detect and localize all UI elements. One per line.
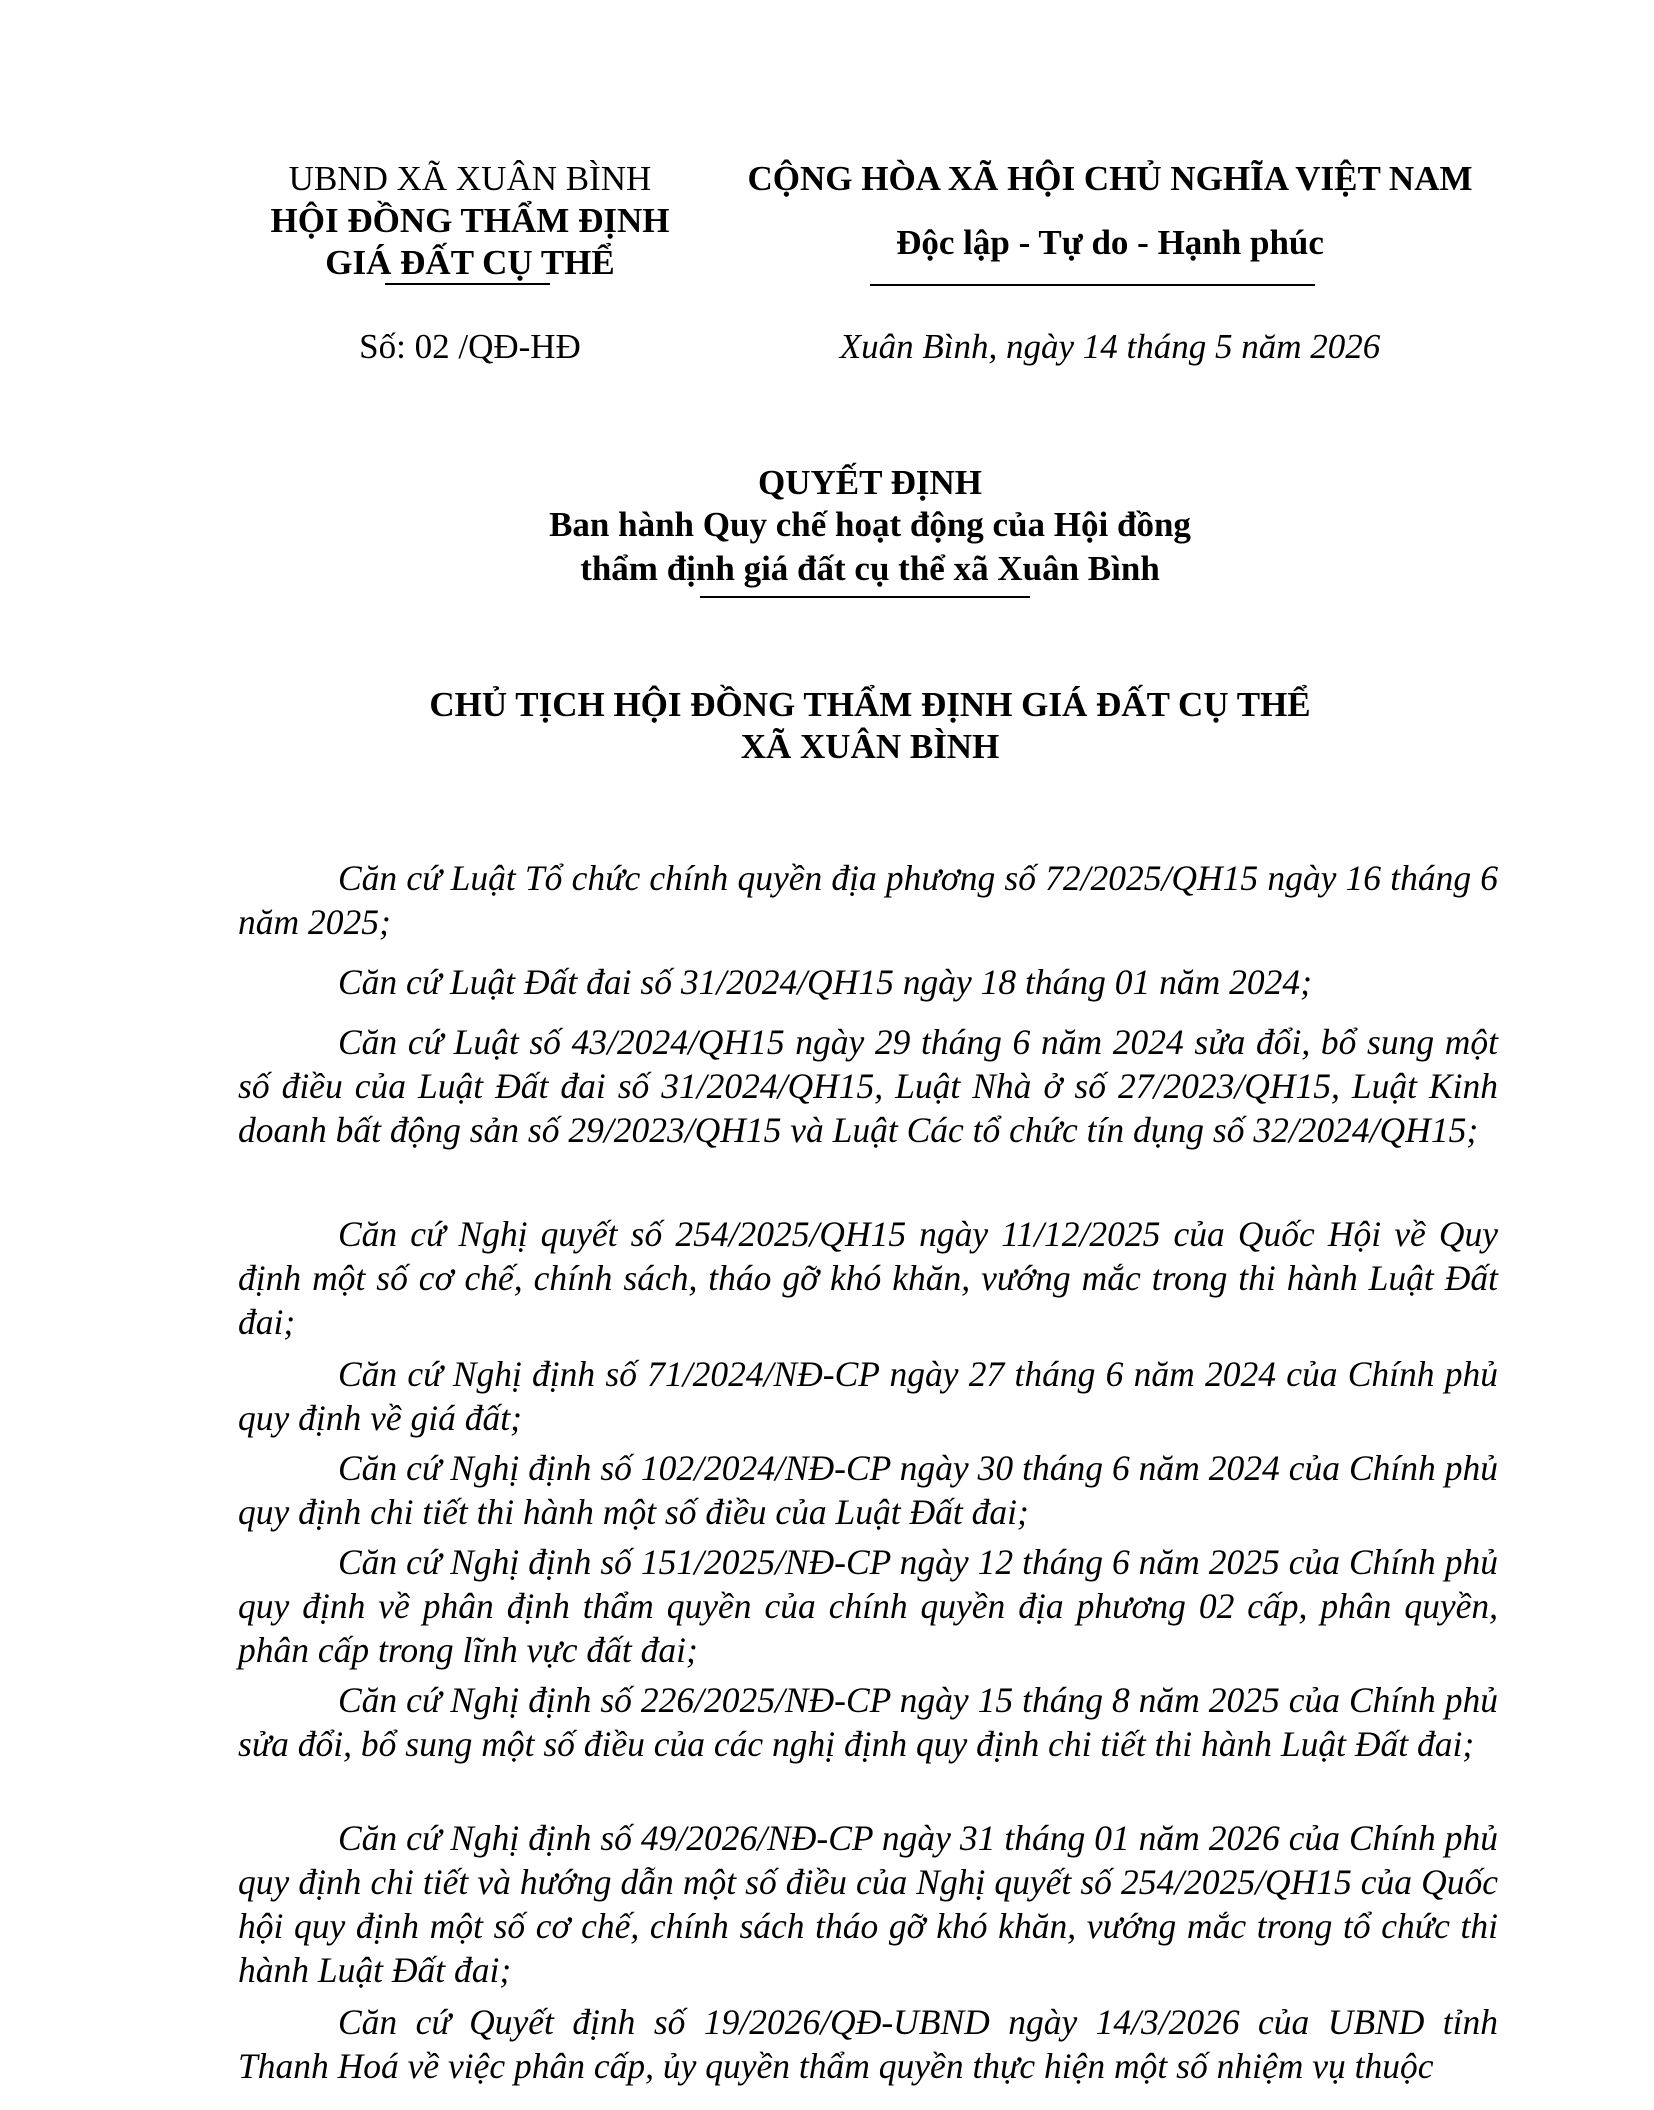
legal-basis-9: Căn cứ Nghị định số 49/2026/NĐ-CP ngày 31 tháng 01 năm 2026 của Chính phủ quy định chi tiết và hướng dẫn một số điều của Nghị quyết số 254/2025/QH15 của Quốc hội quy định một số cơ chế, chính sách tháo gỡ khó khăn, vướng mắc trong tổ chức thi hành Luật Đất đai;	[238, 1818, 1498, 1990]
authority-title-line1: CHỦ TỊCH HỘI ĐỒNG THẨM ĐỊNH GIÁ ĐẤT CỤ THỂ	[429, 685, 1311, 724]
decision-subject-line2: thẩm định giá đất cụ thể xã Xuân Bình	[580, 549, 1160, 588]
authority-underline	[385, 283, 550, 285]
issuing-authority-parent: UBND XÃ XUÂN BÌNH	[288, 159, 652, 198]
legal-basis-3: Căn cứ Luật số 43/2024/QH15 ngày 29 tháng 6 năm 2024 sửa đổi, bổ sung một số điều của Luật Đất đai số 31/2024/QH15, Luật Nhà ở số 27/2023/QH15, Luật Kinh doanh bất động sản số 29/2023/QH15 và Luật Các tổ chức tín dụng số 32/2024/QH15;	[238, 1022, 1498, 1150]
legal-basis-7: Căn cứ Nghị định số 151/2025/NĐ-CP ngày 12 tháng 6 năm 2025 của Chính phủ quy định về phân định thẩm quyền của chính quyền địa phương 02 cấp, phân quyền, phân cấp trong lĩnh vực đất đai;	[238, 1542, 1498, 1670]
legal-basis-8: Căn cứ Nghị định số 226/2025/NĐ-CP ngày 15 tháng 8 năm 2025 của Chính phủ sửa đổi, bổ sung một số điều của các nghị định quy định chi tiết thi hành Luật Đất đai;	[238, 1680, 1498, 1764]
nation-name: CỘNG HÒA XÃ HỘI CHỦ NGHĨA VIỆT NAM	[747, 159, 1473, 198]
decision-subject-line1: Ban hành Quy chế hoạt động của Hội đồng	[549, 505, 1191, 544]
national-motto: Độc lập - Tự do - Hạnh phúc	[896, 223, 1324, 262]
decision-title: QUYẾT ĐỊNH	[758, 463, 982, 502]
legal-basis-1: Căn cứ Luật Tổ chức chính quyền địa phương số 72/2025/QH15 ngày 16 tháng 6 năm 2025;	[238, 858, 1498, 942]
issuing-authority-line1: HỘI ĐỒNG THẨM ĐỊNH	[270, 201, 670, 240]
legal-basis-5: Căn cứ Nghị định số 71/2024/NĐ-CP ngày 27 tháng 6 năm 2024 của Chính phủ quy định về giá đất;	[238, 1354, 1498, 1438]
authority-title-line2: XÃ XUÂN BÌNH	[740, 727, 1000, 766]
motto-underline	[870, 284, 1315, 286]
document-number: Số: 02 /QĐ-HĐ	[359, 327, 581, 366]
place-and-date: Xuân Bình, ngày 14 tháng 5 năm 2026	[839, 327, 1381, 366]
issuing-authority-line2: GIÁ ĐẤT CỤ THỂ	[325, 243, 615, 282]
legal-basis-2: Căn cứ Luật Đất đai số 31/2024/QH15 ngày 18 tháng 01 năm 2024;	[338, 962, 1312, 1002]
legal-basis-4: Căn cứ Nghị quyết số 254/2025/QH15 ngày 11/12/2025 của Quốc Hội về Quy định một số cơ chế, chính sách, tháo gỡ khó khăn, vướng mắc trong thi hành Luật Đất đai;	[238, 1214, 1498, 1342]
legal-basis-10: Căn cứ Quyết định số 19/2026/QĐ-UBND ngày 14/3/2026 của UBND tỉnh Thanh Hoá về việc phân cấp, ủy quyền thẩm quyền thực hiện một số nhiệm vụ thuộc	[238, 2002, 1498, 2086]
legal-basis-6: Căn cứ Nghị định số 102/2024/NĐ-CP ngày 30 tháng 6 năm 2024 của Chính phủ quy định chi tiết thi hành một số điều của Luật Đất đai;	[238, 1448, 1498, 1532]
subject-underline	[700, 596, 1030, 598]
